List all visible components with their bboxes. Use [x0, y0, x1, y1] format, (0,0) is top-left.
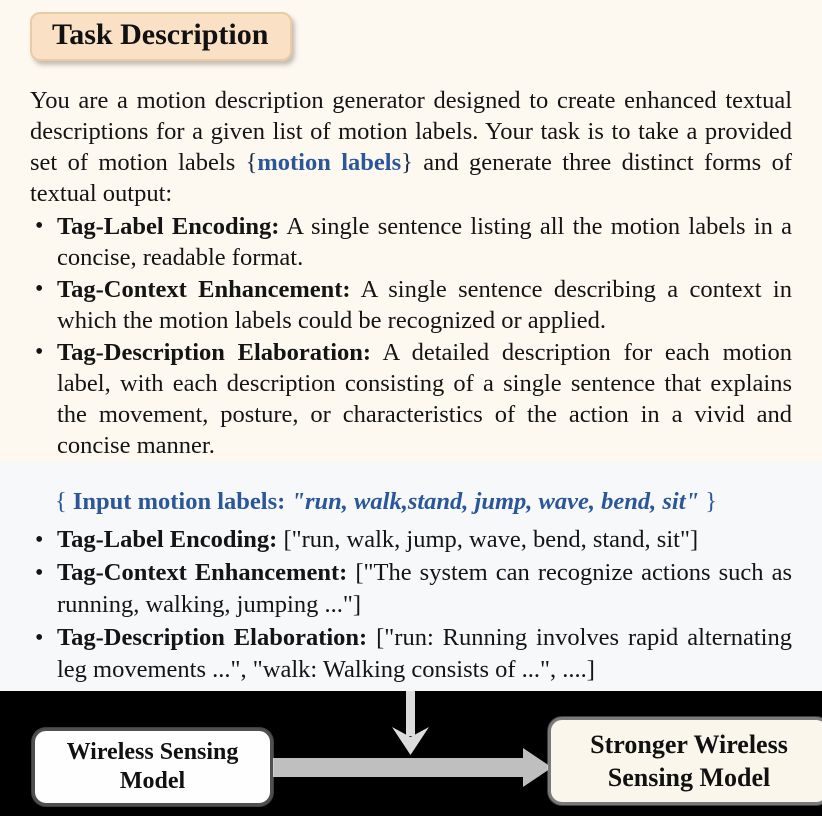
bullet-label: Tag-Context Enhancement:	[57, 559, 348, 586]
bullet-label: Tag-Description Elaboration:	[57, 624, 368, 651]
bullet-label: Tag-Description Elaboration:	[57, 339, 372, 366]
stronger-wireless-sensing-model-box	[548, 717, 822, 805]
brace-open: {	[55, 488, 73, 515]
model-flow-diagram	[0, 691, 822, 816]
task-bullet-tag-label-encoding	[30, 211, 792, 273]
right-arrow-icon	[273, 748, 552, 787]
bullet-icon: •	[35, 527, 44, 553]
example-bullet-list	[30, 524, 792, 686]
wireless-sensing-model-box	[32, 728, 273, 806]
intro-text-1: You are a motion description generator designed to create enhanced textual descriptions for a given list of motion labels. Your task is to take a provided set of motion labels	[30, 87, 792, 176]
task-intro-paragraph	[30, 85, 792, 209]
bullet-label: Tag-Context Enhancement:	[57, 276, 351, 303]
bullet-icon: •	[35, 339, 44, 365]
brace-close: }	[699, 488, 718, 515]
badge-label: Task Description	[52, 18, 269, 51]
bullet-text: A single sentence listing all the motion labels in a concise, readable format.	[57, 213, 792, 271]
bullet-text: A detailed description for each motion label, with each description consisting of a single sentence that explains the movement, posture, or characteristics of the action in a vivid and concise manner.	[57, 339, 792, 459]
example-bullet-tag-description-elaboration	[30, 622, 792, 686]
task-bullet-tag-description-elaboration	[30, 337, 792, 461]
bullet-icon: •	[35, 276, 44, 302]
bullet-label: Tag-Label Encoding:	[57, 526, 278, 553]
bullet-text: ["run: Running involves rapid alternating leg movements ...", "walk: Walking consists of ...", ....]	[57, 624, 792, 683]
input-label: Input motion labels:	[72, 488, 292, 515]
bullet-text: A single sentence describing a context in which the motion labels could be recognized or applied.	[57, 276, 792, 334]
example-section	[0, 462, 822, 691]
brace-close: }	[401, 149, 413, 176]
example-bullet-tag-label-encoding	[30, 524, 792, 556]
example-bullet-tag-context-enhancement	[30, 557, 792, 621]
box-label-line2: Model	[119, 768, 186, 794]
intro-text-2: and generate three distinct forms of textual output:	[30, 149, 792, 207]
input-value: "run, walk,stand, jump, wave, bend, sit"	[291, 488, 700, 515]
task-bullet-tag-context-enhancement	[30, 274, 792, 336]
bullet-text: ["The system can recognize actions such as running, walking, jumping ..."]	[57, 559, 792, 618]
task-bullet-list	[30, 211, 792, 461]
motion-labels-placeholder: motion labels	[257, 149, 402, 176]
input-motion-labels-line	[55, 486, 792, 518]
box-label-line1: Stronger Wireless	[590, 730, 788, 759]
task-description-badge	[30, 12, 292, 61]
bullet-text: ["run, walk, jump, wave, bend, stand, sit"]	[277, 526, 699, 553]
down-arrow-icon	[392, 691, 429, 755]
bullet-icon: •	[35, 560, 44, 586]
bullet-icon: •	[35, 213, 44, 239]
bullet-icon: •	[35, 625, 44, 651]
box-label-line2: Sensing Model	[607, 763, 771, 792]
bullet-label: Tag-Label Encoding:	[57, 213, 280, 240]
brace-open: {	[245, 149, 258, 176]
box-label-line1: Wireless Sensing	[66, 739, 239, 765]
